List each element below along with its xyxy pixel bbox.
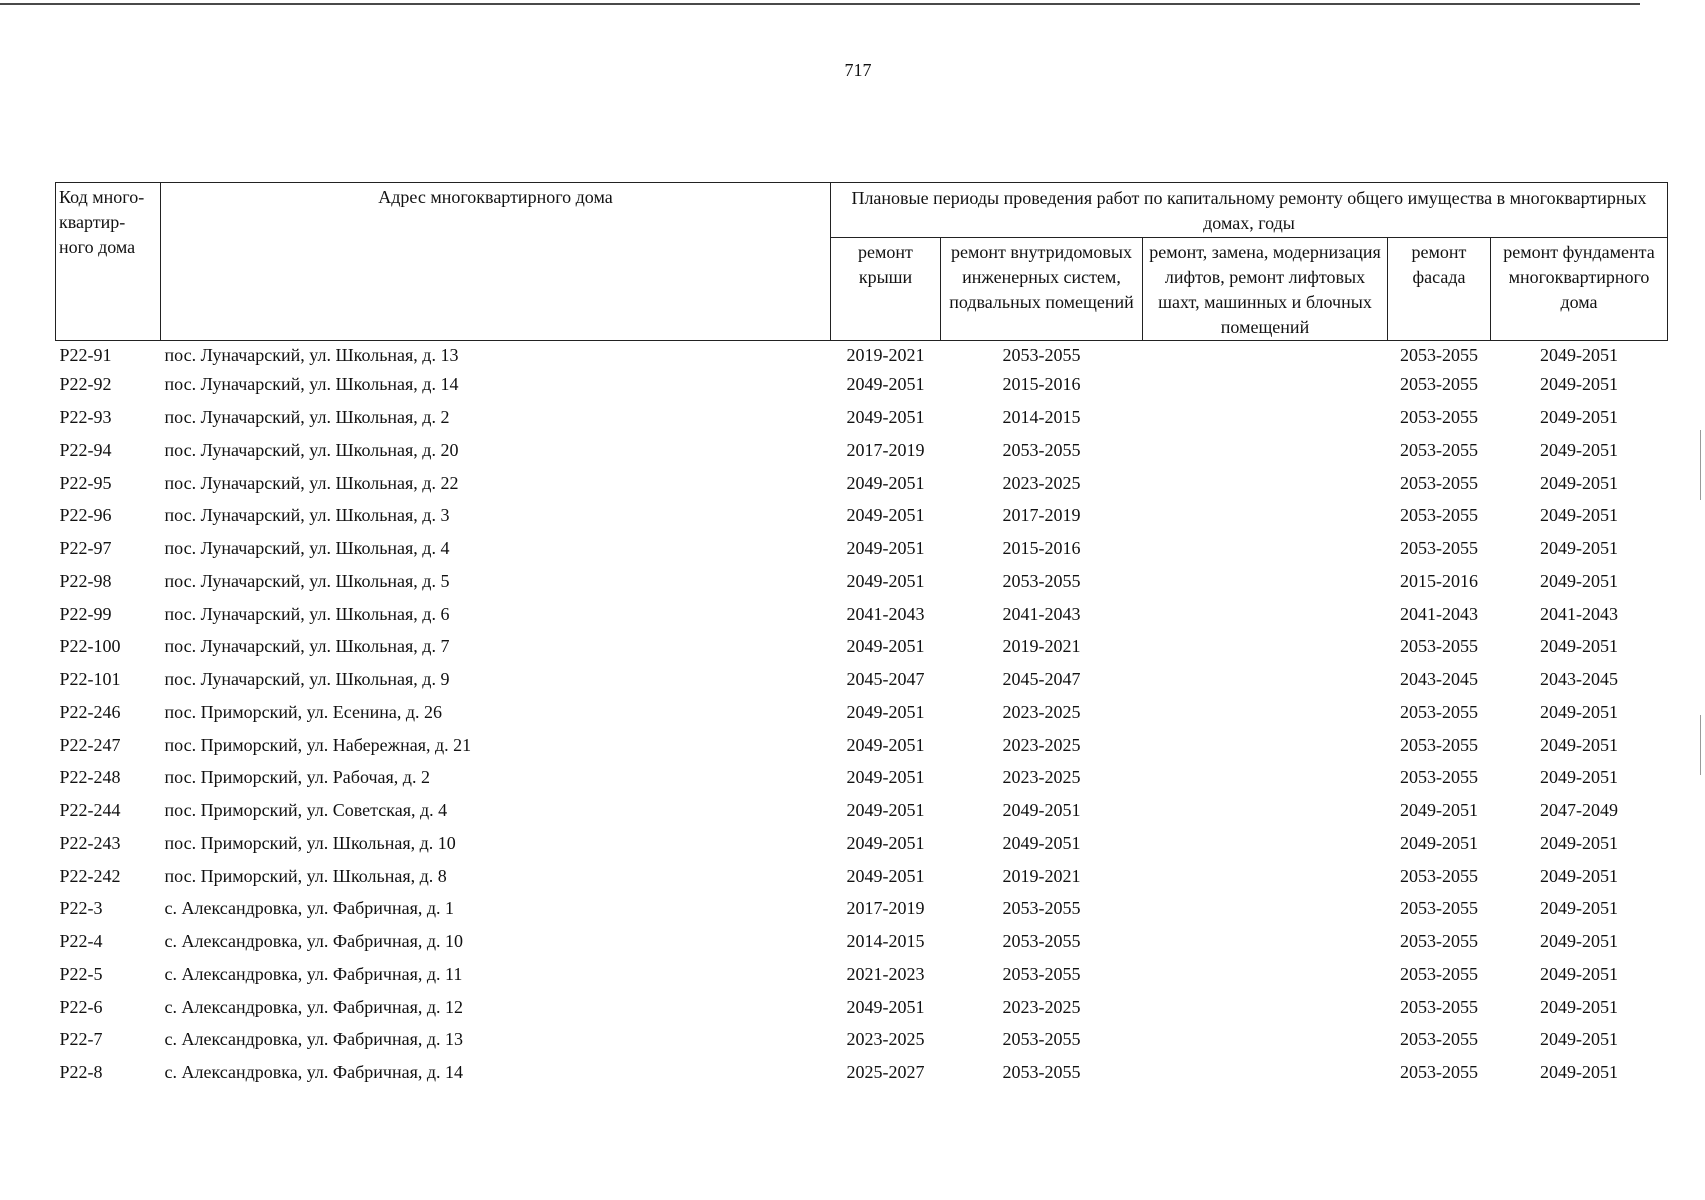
- table-header: [56, 183, 1668, 341]
- engineering-repair-period-cell: 2014-2015: [1002, 407, 1081, 428]
- engineering-repair-period-cell: 2053-2055: [1002, 963, 1081, 984]
- engineering-repair-period-cell: 2041-2043: [1002, 603, 1081, 624]
- table-row: [56, 499, 1668, 532]
- building-code-cell: Р22-244: [59, 800, 121, 821]
- facade-repair-period-cell: 2053-2055: [1400, 734, 1478, 755]
- table-row: [56, 925, 1668, 958]
- table-row: [56, 1023, 1668, 1056]
- engineering-repair-period-cell: 2015-2016: [1002, 538, 1081, 559]
- header-building-address: Адрес многоквартирного дома: [161, 183, 831, 341]
- building-address-cell: пос. Приморский, ул. Рабочая, д. 2: [164, 767, 430, 788]
- table-row: [56, 532, 1668, 565]
- facade-repair-period-cell: 2053-2055: [1400, 472, 1478, 493]
- capital-repair-schedule-table: [55, 182, 1668, 1089]
- table-row: [56, 728, 1668, 761]
- foundation-repair-period-cell: 2049-2051: [1540, 865, 1618, 886]
- roof-repair-period-cell: 2049-2051: [846, 538, 925, 559]
- facade-repair-period-cell: 2053-2055: [1400, 344, 1478, 365]
- foundation-repair-period-cell: 2049-2051: [1540, 407, 1618, 428]
- header-roof-repair: ремонт крыши: [831, 238, 941, 341]
- building-code-cell: Р22-6: [59, 996, 103, 1017]
- roof-repair-period-cell: 2049-2051: [846, 505, 925, 526]
- engineering-repair-period-cell: 2023-2025: [1002, 767, 1081, 788]
- lift-repair-period-cell: [1143, 368, 1388, 401]
- roof-repair-period-cell: 2049-2051: [846, 407, 925, 428]
- foundation-repair-period-cell: 2049-2051: [1540, 898, 1618, 919]
- building-address-cell: пос. Приморский, ул. Набережная, д. 21: [164, 734, 472, 755]
- facade-repair-period-cell: 2053-2055: [1400, 636, 1478, 657]
- table-row: [56, 434, 1668, 467]
- lift-repair-period-cell: [1143, 532, 1388, 565]
- building-code-cell: Р22-8: [59, 1062, 103, 1083]
- building-address-cell: с. Александровка, ул. Фабричная, д. 14: [164, 1062, 464, 1083]
- engineering-repair-period-cell: 2023-2025: [1002, 701, 1081, 722]
- lift-repair-period-cell: [1143, 696, 1388, 729]
- table-row: [56, 630, 1668, 663]
- building-code-cell: Р22-97: [59, 538, 112, 559]
- table-row: [56, 990, 1668, 1023]
- building-address-cell: пос. Луначарский, ул. Школьная, д. 5: [164, 570, 450, 591]
- engineering-repair-period-cell: 2049-2051: [1002, 832, 1081, 853]
- foundation-repair-period-cell: 2049-2051: [1540, 832, 1618, 853]
- facade-repair-period-cell: 2053-2055: [1400, 767, 1478, 788]
- building-address-cell: с. Александровка, ул. Фабричная, д. 12: [164, 996, 464, 1017]
- roof-repair-period-cell: 2045-2047: [846, 669, 925, 690]
- building-code-cell: Р22-94: [59, 439, 112, 460]
- facade-repair-period-cell: 2053-2055: [1400, 898, 1478, 919]
- table-row: [56, 1056, 1668, 1089]
- lift-repair-period-cell: [1143, 466, 1388, 499]
- building-code-cell: Р22-242: [59, 865, 121, 886]
- foundation-repair-period-cell: 2049-2051: [1540, 538, 1618, 559]
- scan-edge-mark: [1700, 715, 1701, 775]
- roof-repair-period-cell: 2049-2051: [846, 734, 925, 755]
- building-code-cell: Р22-95: [59, 472, 112, 493]
- roof-repair-period-cell: 2049-2051: [846, 701, 925, 722]
- lift-repair-period-cell: [1143, 401, 1388, 434]
- foundation-repair-period-cell: 2049-2051: [1540, 505, 1618, 526]
- engineering-repair-period-cell: 2019-2021: [1002, 636, 1081, 657]
- roof-repair-period-cell: 2017-2019: [846, 898, 925, 919]
- foundation-repair-period-cell: 2041-2043: [1540, 603, 1618, 624]
- roof-repair-period-cell: 2049-2051: [846, 832, 925, 853]
- facade-repair-period-cell: 2049-2051: [1400, 800, 1478, 821]
- building-address-cell: пос. Луначарский, ул. Школьная, д. 13: [164, 344, 459, 365]
- building-address-cell: пос. Луначарский, ул. Школьная, д. 4: [164, 538, 450, 559]
- facade-repair-period-cell: 2049-2051: [1400, 832, 1478, 853]
- lift-repair-period-cell: [1143, 499, 1388, 532]
- foundation-repair-period-cell: 2049-2051: [1540, 767, 1618, 788]
- lift-repair-period-cell: [1143, 761, 1388, 794]
- engineering-repair-period-cell: 2023-2025: [1002, 996, 1081, 1017]
- roof-repair-period-cell: 2049-2051: [846, 636, 925, 657]
- table-row: [56, 401, 1668, 434]
- foundation-repair-period-cell: 2043-2045: [1540, 669, 1618, 690]
- building-address-cell: с. Александровка, ул. Фабричная, д. 10: [164, 931, 464, 952]
- facade-repair-period-cell: 2053-2055: [1400, 538, 1478, 559]
- roof-repair-period-cell: 2019-2021: [846, 344, 925, 365]
- roof-repair-period-cell: 2021-2023: [846, 963, 925, 984]
- page-number: 717: [844, 60, 872, 80]
- roof-repair-period-cell: 2049-2051: [846, 767, 925, 788]
- table-row: [56, 696, 1668, 729]
- foundation-repair-period-cell: 2049-2051: [1540, 636, 1618, 657]
- lift-repair-period-cell: [1143, 827, 1388, 860]
- engineering-repair-period-cell: 2023-2025: [1002, 472, 1081, 493]
- facade-repair-period-cell: 2053-2055: [1400, 1029, 1478, 1050]
- roof-repair-period-cell: 2025-2027: [846, 1062, 925, 1083]
- table-row: [56, 341, 1668, 369]
- lift-repair-period-cell: [1143, 859, 1388, 892]
- building-address-cell: с. Александровка, ул. Фабричная, д. 11: [164, 963, 463, 984]
- building-code-cell: Р22-91: [59, 344, 112, 365]
- table-row: [56, 663, 1668, 696]
- table-row: [56, 859, 1668, 892]
- building-code-cell: Р22-246: [59, 701, 121, 722]
- building-address-cell: пос. Луначарский, ул. Школьная, д. 6: [164, 603, 450, 624]
- roof-repair-period-cell: 2014-2015: [846, 931, 925, 952]
- engineering-repair-period-cell: 2053-2055: [1002, 344, 1081, 365]
- lift-repair-period-cell: [1143, 663, 1388, 696]
- header-building-code: Код много-квартир-ного дома: [56, 183, 161, 341]
- building-code-cell: Р22-100: [59, 636, 121, 657]
- building-address-cell: пос. Приморский, ул. Советская, д. 4: [164, 800, 448, 821]
- building-code-cell: Р22-243: [59, 832, 121, 853]
- table-body: [56, 341, 1668, 1089]
- engineering-repair-period-cell: 2049-2051: [1002, 800, 1081, 821]
- building-code-cell: Р22-248: [59, 767, 121, 788]
- engineering-repair-period-cell: 2045-2047: [1002, 669, 1081, 690]
- building-code-cell: Р22-4: [59, 931, 103, 952]
- foundation-repair-period-cell: 2049-2051: [1540, 996, 1618, 1017]
- building-code-cell: Р22-96: [59, 505, 112, 526]
- lift-repair-period-cell: [1143, 1056, 1388, 1089]
- engineering-repair-period-cell: 2053-2055: [1002, 931, 1081, 952]
- roof-repair-period-cell: 2049-2051: [846, 374, 925, 395]
- engineering-repair-period-cell: 2053-2055: [1002, 898, 1081, 919]
- facade-repair-period-cell: 2053-2055: [1400, 996, 1478, 1017]
- building-address-cell: пос. Приморский, ул. Есенина, д. 26: [164, 701, 443, 722]
- facade-repair-period-cell: 2053-2055: [1400, 931, 1478, 952]
- building-address-cell: пос. Луначарский, ул. Школьная, д. 2: [164, 407, 450, 428]
- lift-repair-period-cell: [1143, 990, 1388, 1023]
- roof-repair-period-cell: 2023-2025: [846, 1029, 925, 1050]
- building-address-cell: пос. Приморский, ул. Школьная, д. 8: [164, 865, 447, 886]
- building-address-cell: пос. Луначарский, ул. Школьная, д. 9: [164, 669, 450, 690]
- roof-repair-period-cell: 2041-2043: [846, 603, 925, 624]
- lift-repair-period-cell: [1143, 597, 1388, 630]
- foundation-repair-period-cell: 2049-2051: [1540, 1029, 1618, 1050]
- engineering-repair-period-cell: 2023-2025: [1002, 734, 1081, 755]
- table-row: [56, 597, 1668, 630]
- scan-edge-mark: [1700, 430, 1701, 500]
- foundation-repair-period-cell: 2047-2049: [1540, 800, 1618, 821]
- facade-repair-period-cell: 2053-2055: [1400, 701, 1478, 722]
- lift-repair-period-cell: [1143, 434, 1388, 467]
- header-lift-repair: ремонт, замена, модернизация лифтов, ремонт лифтовых шахт, машинных и блочных помещений: [1143, 238, 1388, 341]
- lift-repair-period-cell: [1143, 925, 1388, 958]
- engineering-repair-period-cell: 2053-2055: [1002, 570, 1081, 591]
- table-row: [56, 368, 1668, 401]
- building-address-cell: пос. Луначарский, ул. Школьная, д. 7: [164, 636, 450, 657]
- building-address-cell: с. Александровка, ул. Фабричная, д. 13: [164, 1029, 464, 1050]
- engineering-repair-period-cell: 2053-2055: [1002, 1062, 1081, 1083]
- building-code-cell: Р22-98: [59, 570, 112, 591]
- foundation-repair-period-cell: 2049-2051: [1540, 931, 1618, 952]
- lift-repair-period-cell: [1143, 630, 1388, 663]
- building-code-cell: Р22-92: [59, 374, 112, 395]
- foundation-repair-period-cell: 2049-2051: [1540, 734, 1618, 755]
- table-row: [56, 466, 1668, 499]
- facade-repair-period-cell: 2043-2045: [1400, 669, 1478, 690]
- roof-repair-period-cell: 2049-2051: [846, 472, 925, 493]
- lift-repair-period-cell: [1143, 1023, 1388, 1056]
- lift-repair-period-cell: [1143, 728, 1388, 761]
- header-planned-periods: Плановые периоды проведения работ по капитальному ремонту общего имущества в многоквартирных домах, годы: [831, 183, 1668, 238]
- engineering-repair-period-cell: 2053-2055: [1002, 439, 1081, 460]
- building-address-cell: пос. Луначарский, ул. Школьная, д. 22: [164, 472, 459, 493]
- table-row: [56, 565, 1668, 598]
- building-code-cell: Р22-7: [59, 1029, 103, 1050]
- engineering-repair-period-cell: 2017-2019: [1002, 505, 1081, 526]
- facade-repair-period-cell: 2015-2016: [1400, 570, 1478, 591]
- foundation-repair-period-cell: 2049-2051: [1540, 701, 1618, 722]
- facade-repair-period-cell: 2053-2055: [1400, 407, 1478, 428]
- foundation-repair-period-cell: 2049-2051: [1540, 1062, 1618, 1083]
- engineering-repair-period-cell: 2053-2055: [1002, 1029, 1081, 1050]
- header-facade-repair: ремонт фасада: [1388, 238, 1491, 341]
- roof-repair-period-cell: 2049-2051: [846, 800, 925, 821]
- engineering-repair-period-cell: 2015-2016: [1002, 374, 1081, 395]
- facade-repair-period-cell: 2053-2055: [1400, 963, 1478, 984]
- engineering-repair-period-cell: 2019-2021: [1002, 865, 1081, 886]
- facade-repair-period-cell: 2053-2055: [1400, 374, 1478, 395]
- header-engineering-systems-repair: ремонт внутридомовых инженерных систем, подвальных помещений: [941, 238, 1143, 341]
- building-code-cell: Р22-5: [59, 963, 103, 984]
- table-row: [56, 958, 1668, 991]
- roof-repair-period-cell: 2049-2051: [846, 865, 925, 886]
- table-row: [56, 794, 1668, 827]
- building-address-cell: пос. Приморский, ул. Школьная, д. 10: [164, 832, 456, 853]
- building-code-cell: Р22-3: [59, 898, 103, 919]
- foundation-repair-period-cell: 2049-2051: [1540, 439, 1618, 460]
- lift-repair-period-cell: [1143, 892, 1388, 925]
- foundation-repair-period-cell: 2049-2051: [1540, 374, 1618, 395]
- roof-repair-period-cell: 2017-2019: [846, 439, 925, 460]
- table-row: [56, 761, 1668, 794]
- lift-repair-period-cell: [1143, 565, 1388, 598]
- foundation-repair-period-cell: 2049-2051: [1540, 963, 1618, 984]
- scan-top-border-line: [0, 3, 1640, 5]
- building-address-cell: пос. Луначарский, ул. Школьная, д. 3: [164, 505, 450, 526]
- facade-repair-period-cell: 2053-2055: [1400, 1062, 1478, 1083]
- building-address-cell: пос. Луначарский, ул. Школьная, д. 14: [164, 374, 459, 395]
- building-code-cell: Р22-247: [59, 734, 121, 755]
- building-address-cell: с. Александровка, ул. Фабричная, д. 1: [164, 898, 455, 919]
- lift-repair-period-cell: [1143, 958, 1388, 991]
- building-address-cell: пос. Луначарский, ул. Школьная, д. 20: [164, 439, 459, 460]
- table-row: [56, 827, 1668, 860]
- facade-repair-period-cell: 2041-2043: [1400, 603, 1478, 624]
- header-foundation-repair: ремонт фундамента многоквартирного дома: [1491, 238, 1668, 341]
- foundation-repair-period-cell: 2049-2051: [1540, 344, 1618, 365]
- building-code-cell: Р22-93: [59, 407, 112, 428]
- building-code-cell: Р22-99: [59, 603, 112, 624]
- foundation-repair-period-cell: 2049-2051: [1540, 570, 1618, 591]
- facade-repair-period-cell: 2053-2055: [1400, 865, 1478, 886]
- table-row: [56, 892, 1668, 925]
- lift-repair-period-cell: [1143, 341, 1388, 369]
- foundation-repair-period-cell: 2049-2051: [1540, 472, 1618, 493]
- facade-repair-period-cell: 2053-2055: [1400, 439, 1478, 460]
- roof-repair-period-cell: 2049-2051: [846, 996, 925, 1017]
- lift-repair-period-cell: [1143, 794, 1388, 827]
- roof-repair-period-cell: 2049-2051: [846, 570, 925, 591]
- building-code-cell: Р22-101: [59, 669, 121, 690]
- facade-repair-period-cell: 2053-2055: [1400, 505, 1478, 526]
